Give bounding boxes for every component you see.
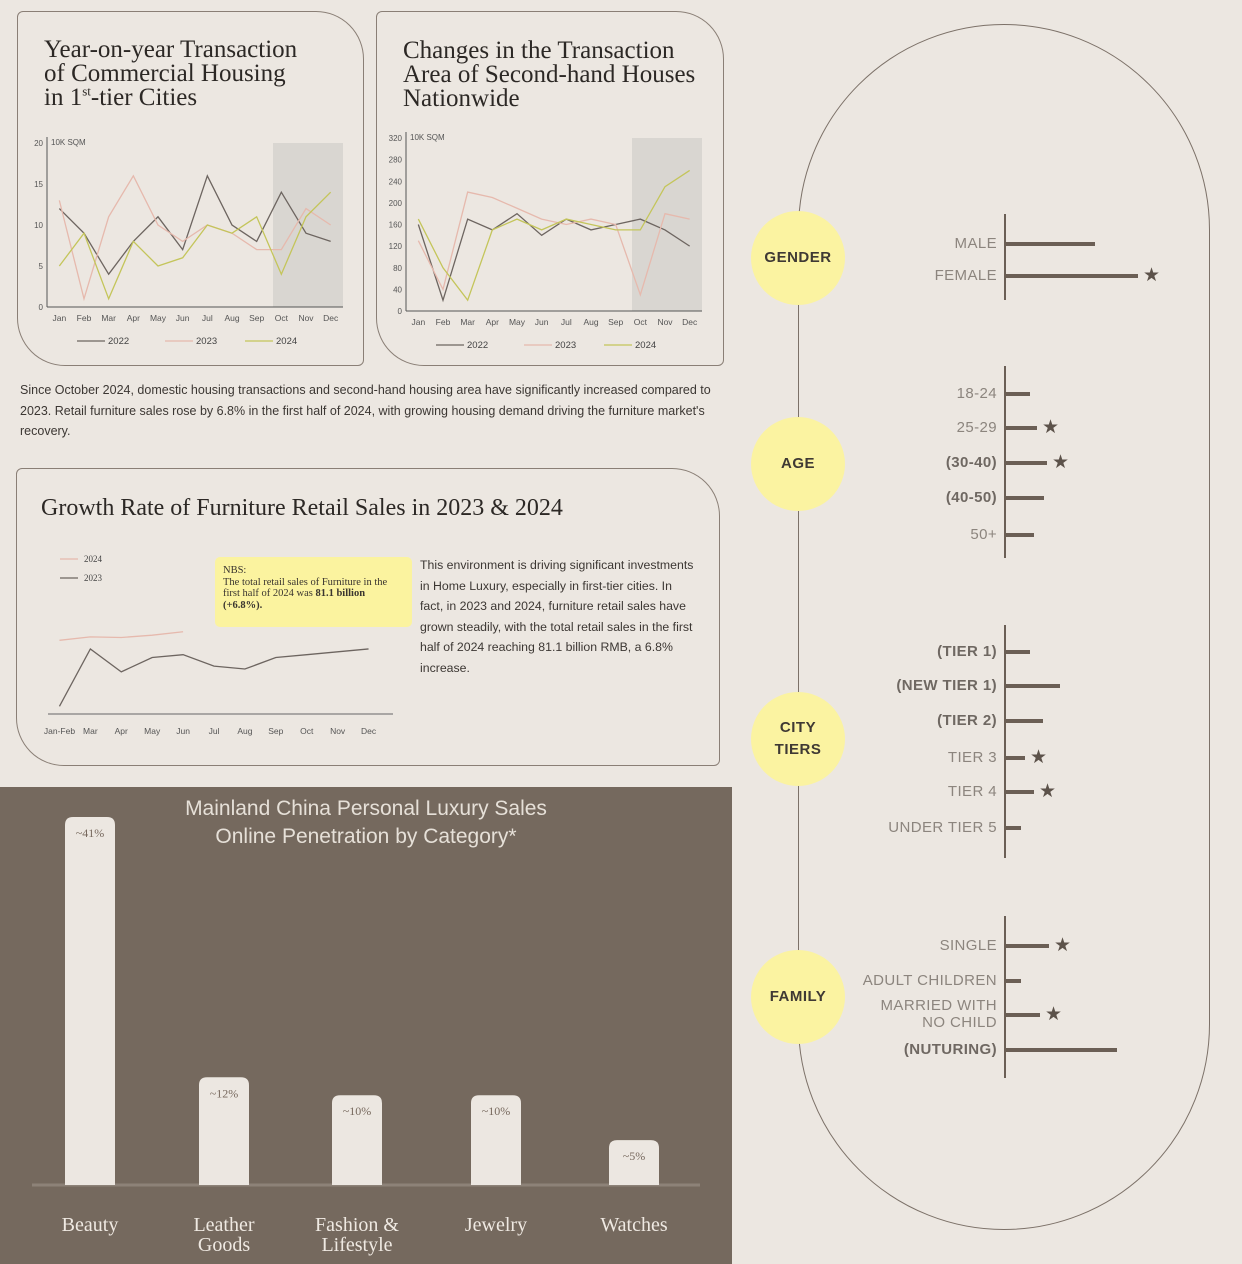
bar-value-label: ~10% [342,1104,372,1119]
y-unit-label: 10K SQM [51,138,86,147]
x-tick-label: Apr [126,313,140,323]
x-tick-label: Sep [268,726,284,736]
highlight-region [273,143,343,307]
demo-bar [1005,392,1030,396]
category-label: Watches [600,1214,668,1236]
chart2-title-line1: Changes in the Transaction [403,37,675,64]
demo-bar [1005,461,1047,465]
legend-label-2023: 2023 [555,340,577,351]
x-tick-label: Nov [330,726,346,736]
y-tick-label: 15 [34,180,43,189]
y-tick-label: 160 [388,220,402,230]
chart4-bar-chart [0,787,732,1264]
demo-label: 25-29 [956,419,997,436]
x-tick-label: Aug [583,317,599,327]
callout-text: The total retail sales of Furniture in the first half of 2024 was [223,576,388,599]
family-circle: FAMILY [751,950,845,1044]
y-tick-label: 80 [393,263,402,273]
category-label: Beauty [61,1214,119,1236]
y-tick-label: 200 [388,198,402,208]
x-tick-label: Jan [52,313,67,323]
housing-summary-text: Since October 2024, domestic housing transactions and second-hand housing area have significantly increased compared to 2023. Retail furniture sales rose by 6.8% in the first half of 2024, with growing housing demand driving the furniture market's recovery. [20,383,711,438]
chart3-line-chart [16,468,416,766]
star-icon: ★ [1039,781,1057,802]
x-tick-label: May [144,726,161,736]
family-axis [1004,916,1006,1078]
highlight-region [632,138,702,311]
chart2-title-line3: Nationwide [403,85,520,112]
gender-axis [1004,214,1006,300]
legend-label-2022: 2022 [467,340,489,351]
x-tick-label: Jul [560,317,572,327]
x-tick-label: Feb [435,317,451,327]
x-tick-label: Dec [323,313,339,323]
x-tick-label: Mar [83,726,98,736]
x-tick-label: Nov [298,313,314,323]
demo-bar [1005,426,1037,430]
demo-bar [1005,650,1030,654]
x-tick-label: Sep [608,317,624,327]
chart2-title-line2: Area of Second-hand Houses [403,61,696,88]
x-tick-label: Aug [237,726,253,736]
x-tick-label: May [149,313,167,323]
star-icon: ★ [1143,265,1161,286]
chart2-line-chart [376,11,724,366]
demo-bar [1005,944,1049,948]
x-tick-label: Mar [101,313,116,323]
y-tick-label: 120 [388,242,402,252]
x-tick-label: Jan-Feb [43,726,76,736]
tier-axis [1004,625,1006,858]
demo-label: UNDER TIER 5 [888,819,997,836]
demo-label: (TIER 2) [937,712,997,729]
y-tick-label: 5 [38,262,43,271]
x-tick-label: Jul [208,726,220,736]
demo-bar [1005,756,1025,760]
city-tiers-circle: CITY TIERS [751,692,845,786]
demo-label: (NUTURING) [903,1041,997,1058]
demo-label: ADULT CHILDREN [862,972,997,989]
x-tick-label: Jan [411,317,426,327]
y-unit-label: 10K SQM [410,133,445,142]
star-icon: ★ [1052,452,1070,473]
y-tick-label: 320 [388,134,402,143]
demo-bar [1005,242,1095,246]
legend-label-2023: 2023 [84,573,102,583]
x-tick-label: Dec [360,726,377,736]
category-label: Leather Goods [193,1214,255,1256]
bar-0 [65,817,115,1185]
x-tick-label: Jul [201,313,213,323]
demo-label: (40-50) [945,489,997,506]
demo-label: MARRIED WITH NO CHILD [880,997,997,1031]
y-tick-label: 240 [388,177,402,187]
chart1-line-chart [17,11,364,366]
x-tick-label: Jun [175,313,190,323]
x-tick-label: Apr [485,317,499,327]
legend-label-2022: 2022 [108,336,130,347]
demo-bar [1005,979,1021,983]
x-tick-label: Oct [633,317,647,327]
x-tick-label: May [508,317,526,327]
demo-label: FEMALE [934,267,997,284]
x-tick-label: Apr [114,726,128,736]
demo-label: TIER 3 [947,749,997,766]
series-line-2024 [59,632,183,641]
legend-label-2023: 2023 [196,336,218,347]
chart1-title-line3: in 1st-tier Cities [44,83,198,111]
demo-bar [1005,719,1043,723]
chart4-title-line1: Mainland China Personal Luxury Sales [185,797,547,820]
star-icon: ★ [1045,1004,1063,1025]
demo-label: (30-40) [945,454,997,471]
y-tick-label: 20 [34,139,43,148]
star-icon: ★ [1042,417,1060,438]
demo-bar [1005,533,1034,537]
luxury-penetration-panel [0,787,732,1264]
x-tick-label: Feb [76,313,92,323]
x-tick-label: Sep [249,313,265,323]
demo-label: 50+ [970,526,997,543]
y-tick-label: 0 [397,307,402,316]
series-line-2023 [59,649,368,706]
legend-label-2024: 2024 [84,554,102,564]
chart1-title-line2: of Commercial Housing [44,60,286,87]
category-label: Fashion & Lifestyle [315,1214,399,1256]
x-tick-label: Oct [300,726,314,736]
demo-bar [1005,684,1060,688]
legend-label-2024: 2024 [635,340,657,351]
demo-label: MALE [954,235,997,252]
x-tick-label: Nov [657,317,673,327]
legend-label-2024: 2024 [276,336,298,347]
bar-value-label: ~12% [209,1086,239,1101]
chart1-title-line1: Year-on-year Transaction [44,36,298,63]
demo-bar [1005,1013,1040,1017]
callout-source: NBS: [223,565,247,576]
demo-bar [1005,790,1034,794]
demo-label: 18-24 [956,385,997,402]
bar-value-label: ~41% [75,826,105,840]
age-circle: AGE [751,417,845,511]
demo-label: TIER 4 [947,783,997,800]
x-tick-label: Mar [460,317,475,327]
bar-value-label: ~5% [622,1149,646,1164]
x-tick-label: Dec [682,317,698,327]
y-tick-label: 0 [38,303,43,312]
demo-bar [1005,1048,1117,1052]
star-icon: ★ [1030,747,1048,768]
category-label: Jewelry [464,1214,528,1236]
x-tick-label: Jun [176,726,190,736]
demo-label: SINGLE [939,937,997,954]
x-tick-label: Aug [224,313,240,323]
y-tick-label: 40 [393,285,402,295]
y-tick-label: 10 [34,221,43,230]
demo-bar [1005,496,1044,500]
x-tick-label: Jun [534,317,549,327]
star-icon: ★ [1054,935,1072,956]
demo-bar [1005,826,1021,830]
bar-value-label: ~10% [481,1104,511,1119]
demo-bar [1005,274,1138,278]
furniture-description: This environment is driving significant investments in Home Luxury, especially in first-tier cities. In fact, in 2023 and 2024, furniture retail sales have grown steadily, with the total retail sales in the first half of 2024 reaching 81.1 billion RMB, a 6.8% increase. [420,558,694,675]
y-tick-label: 280 [388,155,402,165]
gender-circle: GENDER [751,211,845,305]
callout-bold-value: 81.1 billion (+6.8%). [223,588,366,611]
demo-label: (NEW TIER 1) [896,677,997,694]
demo-label: (TIER 1) [937,643,997,660]
x-tick-label: Oct [274,313,288,323]
chart3-title: Growth Rate of Furniture Retail Sales in 2023 & 2024 [41,495,563,521]
chart4-title-line2: Online Penetration by Category* [215,825,517,848]
